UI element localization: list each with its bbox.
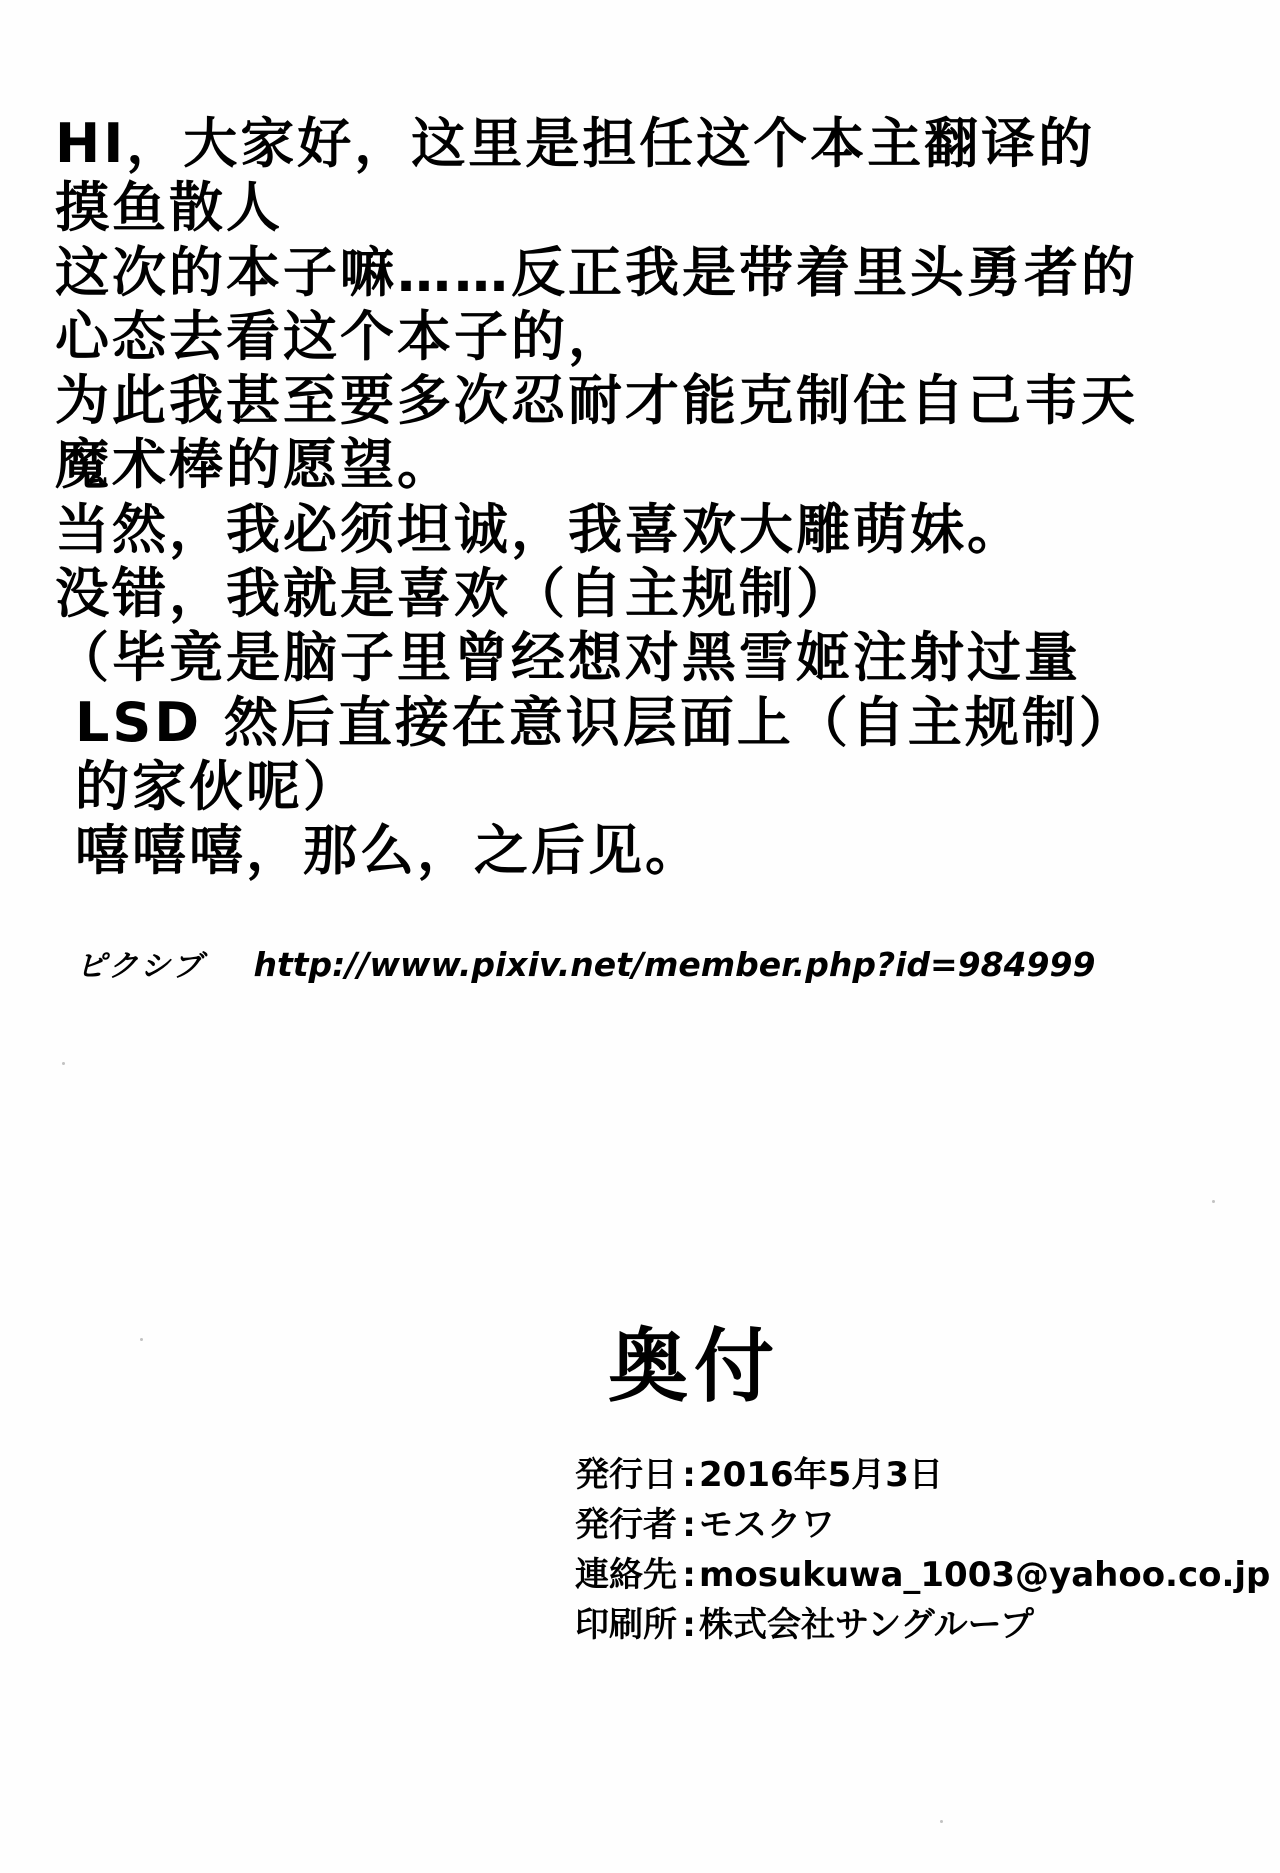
scan-speck — [940, 1820, 943, 1823]
scan-speck — [62, 1062, 65, 1065]
colophon-row-publisher — [575, 1500, 1270, 1550]
note-line: 魔术棒的愿望。 — [55, 433, 454, 497]
colophon-value: mosukuwa_1003@yahoo.co.jp — [699, 1555, 1271, 1595]
scan-speck — [140, 1338, 143, 1341]
colophon-key: 連絡先 — [575, 1555, 677, 1595]
scan-speck — [1212, 1200, 1215, 1203]
pixiv-label: ピクシブ — [76, 949, 204, 984]
note-line: 摸鱼散人 — [55, 176, 283, 240]
note-line: （毕竟是脑子里曾经想对黑雪姬注射过量 — [55, 626, 1081, 690]
colophon-row-contact — [575, 1550, 1270, 1600]
note-line: 当然，我必须坦诚，我喜欢大雕萌妹。 — [55, 497, 1024, 561]
note-line: 嘻嘻嘻，那么，之后见。 — [75, 819, 702, 883]
colophon-key: 発行日 — [575, 1455, 677, 1495]
note-line: 没错，我就是喜欢（自主规制） — [55, 562, 853, 626]
colophon-value: 株式会社サングループ — [699, 1605, 1034, 1645]
colophon-title: 奥付 — [608, 1319, 780, 1413]
pixiv-link-line — [76, 945, 1095, 987]
note-line: LSD 然后直接在意识层面上（自主规制） — [75, 690, 1136, 754]
colophon-separator: : — [682, 1555, 696, 1595]
colophon-value: 2016年5月3日 — [699, 1455, 943, 1495]
pixiv-url: http://www.pixiv.net/member.php?id=984999 — [253, 945, 1096, 984]
colophon-key: 発行者 — [575, 1505, 677, 1545]
note-line: HI，大家好，这里是担任这个本主翻译的 — [55, 112, 1096, 175]
note-line: 这次的本子嘛……反正我是带着里头勇者的 — [55, 240, 1138, 304]
colophon-details — [575, 1450, 1270, 1650]
colophon-separator: : — [682, 1455, 696, 1495]
colophon-row-publish-date — [575, 1450, 1270, 1500]
colophon-row-printer — [575, 1600, 1270, 1650]
note-line: 心态去看这个本子的， — [55, 304, 625, 368]
note-line: 为此我甚至要多次忍耐才能克制住自己韦天 — [55, 369, 1138, 433]
colophon-key: 印刷所 — [575, 1605, 677, 1645]
colophon-separator: : — [682, 1505, 696, 1545]
colophon-separator: : — [682, 1605, 696, 1645]
translator-note — [55, 112, 1255, 884]
colophon-value: モスクワ — [699, 1505, 835, 1545]
note-line: 的家伙呢） — [75, 754, 360, 818]
